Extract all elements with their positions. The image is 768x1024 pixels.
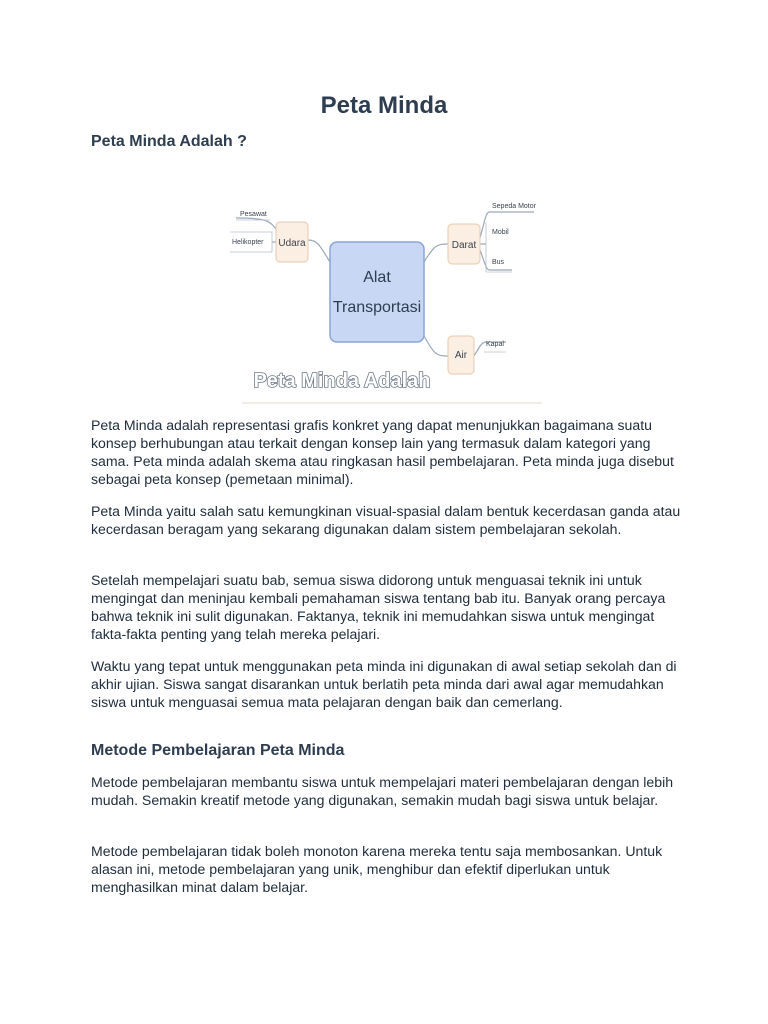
section-heading-methods: Metode Pembelajaran Peta Minda bbox=[91, 742, 345, 759]
paragraph-methods-unique: Metode pembelajaran tidak boleh monoton karena mereka tentu saja membosankan. Untuk alasan ini, metode pembelajaran yang unik, menghibur dan efektif diperlukan untuk menghasilkan minat dalam belajar. bbox=[91, 843, 663, 895]
leaf-label-pesawat: Pesawat bbox=[240, 211, 267, 218]
branch-label-darat: Darat bbox=[451, 240, 477, 251]
branch-label-udara: Udara bbox=[278, 238, 306, 249]
leaf-label-kapal: Kapal bbox=[486, 341, 504, 348]
leaf-label-mobil: Mobil bbox=[492, 229, 509, 236]
paragraph-visual-spatial: Peta Minda yaitu salah satu kemungkinan visual-spasial dalam bentuk kecerdasan ganda atau kecerdasan beragam yang sekarang digunakan dalam sistem pembelajaran sekolah. bbox=[91, 503, 681, 537]
connector-center-air bbox=[424, 336, 448, 356]
center-node bbox=[330, 242, 424, 342]
paragraph-technique: Setelah mempelajari suatu bab, semua siswa didorong untuk menguasai teknik ini untuk mengingat dan meninjau kembali pemahaman siswa tentang bab itu. Banyak orang percaya bahwa teknik ini sulit digunakan. Faktanya, teknik ini memudahkan siswa untuk mengingat fakta-fakta penting yang telah mereka pelajari. bbox=[91, 572, 666, 642]
figure-watermark: Peta Minda Adalah bbox=[253, 370, 431, 392]
center-node-label-line-2: Transportasi bbox=[332, 299, 422, 316]
paragraph-definition: Peta Minda adalah representasi grafis konkret yang dapat menunjukkan bagaimana suatu konsep berhubungan atau terkait dengan konsep lain yang termasuk dalam kategori yang sama. Peta minda adalah skema atau ringkasan hasil pembelajaran. Peta minda juga disebut sebagai peta konsep (pemetaan minimal). bbox=[91, 417, 674, 487]
connector-center-darat bbox=[424, 244, 448, 262]
paragraph-methods-help: Metode pembelajaran membantu siswa untuk mempelajari materi pembelajaran dengan lebih mudah. Semakin kreatif metode yang digunakan, semakin mudah bagi siswa untuk belajar. bbox=[91, 774, 674, 808]
mind-map-figure bbox=[222, 186, 547, 408]
center-node-label-line-1: Alat bbox=[363, 269, 391, 286]
section-heading-definition: Peta Minda Adalah ? bbox=[91, 133, 247, 150]
paragraph-timing: Waktu yang tepat untuk menggunakan peta minda ini digunakan di awal setiap sekolah dan di akhir ujian. Siswa sangat disarankan untuk berlatih peta minda dari awal agar memudahkan siswa untuk menguasai semua mata pelajaran dengan baik dan cemerlang. bbox=[91, 658, 677, 710]
leaf-label-helikopter: Helikopter bbox=[232, 239, 264, 246]
page-title: Peta Minda bbox=[320, 92, 448, 119]
connector-center-udara bbox=[308, 240, 330, 262]
leaf-label-sepeda-motor: Sepeda Motor bbox=[492, 203, 536, 210]
leaf-label-bus: Bus bbox=[492, 259, 505, 266]
branch-label-air: Air bbox=[454, 350, 468, 361]
